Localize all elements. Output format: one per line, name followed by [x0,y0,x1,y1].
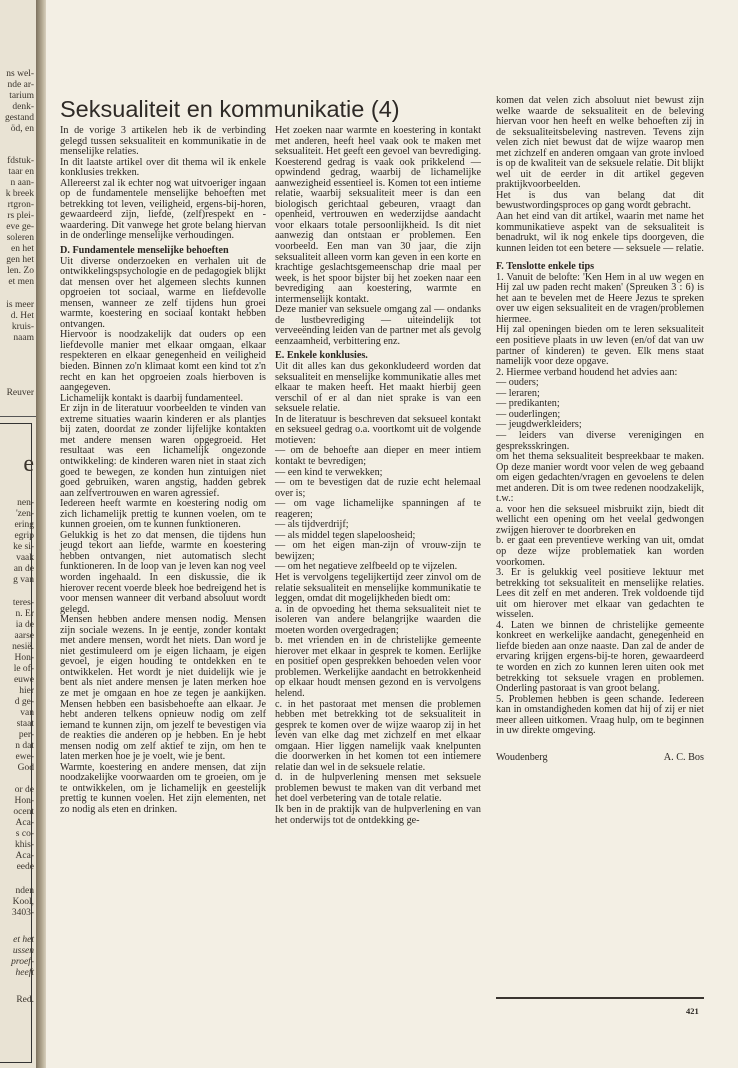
paragraph: a. voor hen die seksueel misbruikt zijn, biedt dit wellicht een opening om het veelal gedwongen zwijgen hierover te doorbreken en [496,503,704,536]
adjacent-fragment: van [20,708,34,718]
adjacent-fragment: nde ar- [7,80,34,90]
article-column-3 [496,96,704,763]
paragraph: Uit dit alles kan dus gekonkludeerd worden dat seksualiteit en menselijke kommunikatie alles met elkaar te maken heeft. Het maakt hierbij geen verschil of er al dan niet sprake is van een seksuele relatie. [275,361,481,415]
adjacent-fragment: ia de [15,620,34,630]
paragraph: c. in het pastoraat met mensen die problemen hebben met betrekking tot de seksualiteit in gesprek te komen over de wijze waarop zij in het leven van elke dag met zichzelf en met elkaar omgaan. Hier liggen namelijk vaak knelpunten die doorwerken in het komen tot een intiemere relatie dan wel in de seksuele relatie. [275,698,481,773]
adjacent-fragment: n dat [15,741,34,751]
paragraph: In dit laatste artikel over dit thema wil ik enkele konklusies trekken. [60,156,266,179]
adjacent-fragment: k breek [5,189,34,199]
paragraph: b. er gaat een preventieve werking van uit, omdat op deze wijze problematiek kan worden voorkomen. [496,535,704,568]
adjacent-fragment: soleren [6,233,34,243]
paragraph: Iedereen heeft warmte en koestering nodig om zich lichamelijk prettig te kunnen voelen, om te kunnen groeien, om te kunnen funktioneren. [60,498,266,531]
paragraph: Het is dus van belang dat dit bewustwordingsproces op gang wordt gebracht. [496,189,704,212]
adjacent-fragment: heeft [15,968,34,978]
paragraph: Hiervoor is noodzakelijk dat ouders op een liefdevolle manier met elkaar omgaan, elkaar respekteren en elkaar genegenheid en veiligheid bieden. Binnen zo'n klimaat komt een kind tot z'n recht en kan het opgroeien zoals hierboven is aangegeven. [60,329,266,394]
paragraph: 2. Hiermee verband houdend het advies aan: [496,366,678,378]
adjacent-fragment: e [23,451,34,477]
adjacent-page-rule [0,416,36,417]
adjacent-fragment: n aan- [10,178,34,188]
adjacent-fragment: vaak [16,553,34,563]
adjacent-fragment: ussen [12,946,34,956]
adjacent-fragment: en het [11,244,34,254]
adjacent-fragment: le of- [13,664,34,674]
paragraph: In de literatuur is beschreven dat seksueel kontakt en seksueel gedrag o.a. voortkomt uit de volgende motieven: [275,413,481,446]
article-page [46,0,738,1068]
adjacent-fragment: nen- [17,498,34,508]
paragraph: Er zijn in de literatuur voorbeelden te vinden van extreme situaties waarin kinderen er als plantjes bij zaten, doordat ze zonder lijfelijke kontakten met andere mensen waren opgegroeid. Het resultaat was een lichamelijk ongezonde ontwikkeling: de kinderen waren niet in staat zich goed te bewegen, ze konden hun zintuigen niet goed gebruiken, waren angstig, hadden gebrek aan zelfvertrouwen en waren agressief. [60,403,266,499]
list-item: — om te bevestigen dat de ruzie echt helemaal over is; [275,477,481,499]
adjacent-fragment: ns wel- [6,69,34,79]
paragraph: Allereerst zal ik echter nog wat uitvoeriger ingaan op de fundamentele menselijke behoeften met betrekking tot leven, veiligheid, ergens-bij-horen, gewaardeerd zijn, liefde, (zelf)respekt en -waardering. Dit vanwege het grote belang hiervan in de onderlinge menselijke verhoudingen. [60,177,266,242]
adjacent-fragment: nden [15,886,34,896]
adjacent-fragment: egrip [14,531,34,541]
adjacent-fragment: hier [19,686,34,696]
adjacent-fragment: per- [18,730,34,740]
list-item: — om de behoefte aan dieper en meer intiem kontakt te bevredigen; [275,445,481,467]
adjacent-fragment: Hon- [14,796,34,806]
adjacent-fragment: denk- [12,102,34,112]
signature-place: Woudenberg [496,751,548,763]
adjacent-fragment: Hon- [14,653,34,663]
adjacent-fragment: taar en [8,167,34,177]
list-item: — ouders; [496,377,539,389]
book-gutter [36,0,46,1068]
adjacent-fragment: s co- [15,829,34,839]
list-item: — leiders van diverse verenigingen en gespreksskringen. [496,429,704,452]
adjacent-fragment: an de [13,564,34,574]
adjacent-fragment: g van [13,575,34,585]
paragraph: a. in de opvoeding het thema seksualiteit niet te isoleren van andere belangrijke waarden die moeten worden overgedragen; [275,603,481,636]
adjacent-fragment: naam [13,333,34,343]
adjacent-fragment: Red. [16,995,34,1005]
adjacent-fragment: rtgron- [7,200,34,210]
adjacent-fragment: ewe- [15,752,34,762]
paragraph: Gelukkig is het zo dat mensen, die tijdens hun jeugd tekort aan liefde, warmte en koestering hebben ontvangen, niet automatisch slecht funktioneren. In de loop van je leven kan nog veel worden ingehaald. In een diskussie, die ik hierover recent voerde bleek hoe bedreigend het is voor mensen wanneer dit verband absoluut wordt gelegd. [60,529,266,615]
adjacent-fragment: euwe [13,675,34,685]
article-column-1 [60,126,266,816]
paragraph: d. in de hulpverlening mensen met seksuele problemen bewust te maken van dit verband met het doel verbetering van de totale relatie. [275,772,481,805]
footer-rule [496,997,704,999]
adjacent-fragment: ering [14,520,34,530]
adjacent-fragment: kruis- [11,322,34,332]
paragraph: om het thema seksualiteit bespreekbaar te maken. Op deze manier wordt voor velen de weg gebaand om eigen gedachten/vragen en gevoelens te delen met anderen. Dit is om twee redenen noodzakelijk, t.w.: [496,451,704,505]
adjacent-fragment: et men [8,277,34,287]
section-heading-e: E. Enkele konklusies. [275,350,368,362]
adjacent-fragment: gen het [6,255,34,265]
adjacent-fragment: öd, en [10,124,34,134]
adjacent-fragment: eve ge- [6,222,34,232]
adjacent-fragment: is meer [6,300,34,310]
paragraph: Aan het eind van dit artikel, waarin met name het kommunikatieve aspekt van de seksualiteit is benadrukt, wil ik nog enkele tips doorgeven, die kunnen leiden tot een betere — seksuele — relatie. [496,211,704,254]
paragraph: Warmte, koestering en andere mensen, dat zijn noodzakelijke voorwaarden om te groeien, om je te ontwikkelen, om je lichamelijk en geestelijk prettig te kunnen voelen. Het zijn elementen, net zo nodig als eten en drinken. [60,761,266,815]
section-heading-d: D. Fundamentele menselijke behoeften [60,245,229,257]
adjacent-fragment: Aca- [15,818,34,828]
paragraph: Het is vervolgens tegelijkertijd zeer zinvol om de relatie seksualiteit en menselijke kommunikatie te leggen, omdat dit mogelijkheden biedt om: [275,571,481,605]
list-item: — om het negatieve zelfbeeld op te vijzelen. [275,561,458,573]
adjacent-fragment: God [17,763,34,773]
adjacent-fragment: 'zen- [15,509,34,519]
list-item: — als tijdverdrijf; [275,519,349,531]
article-title: Seksualiteit en kommunikatie (4) [60,96,400,122]
adjacent-fragment: gestand [4,113,34,123]
list-item: — om het eigen man-zijn of vrouw-zijn te bewijzen; [275,540,481,562]
adjacent-fragment: ocent [13,807,34,817]
adjacent-fragment: d. Het [10,311,34,321]
page-number: 421 [686,1006,699,1016]
adjacent-fragment: Reuver [6,388,34,398]
paragraph: Hij zal openingen bieden om te leren seksualiteit een positieve plaats in uw leven (en/of dat van uw partner of kinderen) te geven. Elk mens staat namelijk voor deze opgave. [496,324,704,368]
list-item: — om vage lichamelijke spanningen af te reageren; [275,498,481,520]
paragraph: b. met vrienden en in de christelijke gemeente hierover met elkaar in gesprek te komen. Eerlijke en positief open gesprekken behoeden velen voor problemen. Werkelijke aandacht en betrokkenheid op elkaar houdt mensen gezond en is vervolgens helend. [275,635,481,699]
paragraph: komen dat velen zich absoluut niet bewust zijn welke waarde de seksualiteit en de beleving hiervan voor hen heeft en welke behoeften zij in de seksualiteitsbeleving nastreven. Tevens zijn velen zich niet bewust dat de wijze waarop men met zichzelf en anderen omgaan van grote invloed is op de kwaliteit van de seksuele relatie. Dit blijkt wel uit de eerder in dit artikel gegeven praktijkvoorbeelden. [496,95,704,191]
list-item: — leraren; [496,387,540,399]
signature-line [496,753,704,764]
adjacent-fragment: staat [16,719,34,729]
adjacent-fragment: teres- [12,598,34,608]
adjacent-fragment: aarse [14,631,34,641]
adjacent-fragment: proef- [11,957,34,967]
adjacent-fragment: Kool, [12,897,34,907]
adjacent-fragment: n. Er [15,609,34,619]
adjacent-fragment: d ge- [14,697,34,707]
list-item: — predikanten; [496,398,560,410]
paragraph: Ik ben in de praktijk van de hulpverlening en van het onderwijs tot de ontdekking ge- [275,804,481,826]
paragraph: 1. Vanuit de belofte: 'Ken Hem in al uw wegen en Hij zal uw paden recht maken' (Spreuken 3 : 6) is het aan te bevelen met de Heere Jezus te spreken over uw eigen seksualiteit en de vragen/problemen hiermee. [496,271,704,325]
adjacent-fragment: tarium [9,91,34,101]
list-item: — als middel tegen slapeloosheid; [275,529,416,541]
paragraph: In de vorige 3 artikelen heb ik de verbinding gelegd tussen seksualiteit en kommunikatie in de menselijke relaties. [60,125,266,158]
adjacent-fragment: Aca- [15,851,34,861]
adjacent-fragment: eede [16,862,34,872]
adjacent-fragment: len. Zo [7,266,34,276]
list-item: — jeugdwerkleiders; [496,419,582,431]
paragraph: 5. Problemen hebben is geen schande. Iedereen kan in omstandigheden komen dat hij of zij er niet meer alleen uitkomen. Vraag hulp, om te beginnen in uw direkte omgeving. [496,693,704,737]
paragraph: 3. Er is gelukkig veel positieve lektuur met betrekking tot seksualiteit en menselijke relaties. Lees dit zelf en met anderen. Trek voldoende tijd uit om hierover met elkaar van gedachten te wisselen. [496,567,704,621]
paragraph: Mensen hebben andere mensen nodig. Mensen zijn sociale wezens. In je eentje, zonder kontakt met andere mensen, wordt het niets. Dan word je niet gestimuleerd om je eigen lichaam, je eigen gevoel, je eigen houding te ontdekken en te ontwikkelen. Het wordt je niet duidelijk wie je bent als niet andere mensen je laten merken hoe ze met je omgaan en hoe ze tegen je aankijken. Mensen hebben een basisbehoefte aan elkaar. Je hebt anderen telkens opnieuw nodig om zelf iemand te kunnen zijn, om jezelf te bevestigen via de reakties die anderen op je hebben. En je hebt mensen nodig om zelf aktief te zijn, om hen te laten merken hoe je je voelt, wie je bent. [60,614,266,763]
adjacent-fragment: ke si- [13,542,34,552]
adjacent-fragment: fdstuk- [7,156,34,166]
adjacent-fragment: et het [13,935,34,945]
signature-author: A. C. Bos [663,751,704,763]
adjacent-fragment: or de [14,785,34,795]
list-item: — ouderlingen; [496,408,561,420]
paragraph: Het zoeken naar warmte en koestering in kontakt met anderen, heeft heel vaak ook te maken met seksualiteit. Het geeft een gevoel van bevrediging. Koesterend gedrag is vaak ook prikkelend — opwindend gedrag, waarbij de lichamelijke aanwezigheid essentieel is. Komen tot een intieme relatie, waarbij seksualiteit meer is dan een biologisch gerichtaal gebeuren, vraagt dan openheid, vertrouwen en wederzijdse aandacht voor elkaars totale persoonlijkheid. Is dit niet aanwezig dan ontstaan er problemen. Een voorbeeld. Een man van 30 jaar, die zijn seksualiteit alleen vorm kan geven in een korte en krachtige geslachtsgemeenschap drie maal per week, is het spoor bijster bij het zoeken naar een bevrediging aan koestering, warmte en intermenselijk kontakt. [275,125,481,305]
adjacent-fragment: nesië. [12,642,34,652]
paragraph: Uit diverse onderzoeken en verhalen uit de ontwikkelingspsychologie en de pedagogiek blijkt dat mensen over het algemeen slechts kunnen opgroeien tot sociaal, warme en liefdevolle mensen, wanneer ze zelf tijdens hun groei warmte, koestering en sociaal kontakt hebben ontvangen. [60,255,266,330]
adjacent-fragment: khis- [15,840,34,850]
adjacent-page-fragment [0,0,37,1068]
paragraph: Lichamelijk kontakt is daarbij fundamenteel. [60,392,244,404]
article-column-2 [275,126,481,826]
paragraph: 4. Laten we binnen de christelijke gemeente konkreet en werkelijke aandacht, genegenheid en liefde bieden aan onze naaste. Dan zal de ander de ervaring krijgen ergens-bij-te horen, gewaardeerd te worden en zich zo kunnen leren uiten ook met betrekking tot seksuele vragen en problemen. Onderling pastoraat is van groot belang. [496,619,704,695]
adjacent-fragment: rs plei- [7,211,34,221]
adjacent-fragment: 3403- [11,908,34,918]
paragraph: Deze manier van seksuele omgang zal — ondanks de lustbevrediging — uiteindelijk tot verveeënding leiden van de partner met als gevolg eenzaamheid, verbittering enz. [275,304,481,347]
list-item: — een kind te verwekken; [275,466,383,478]
section-heading-f: F. Tenslotte enkele tips [496,261,595,273]
